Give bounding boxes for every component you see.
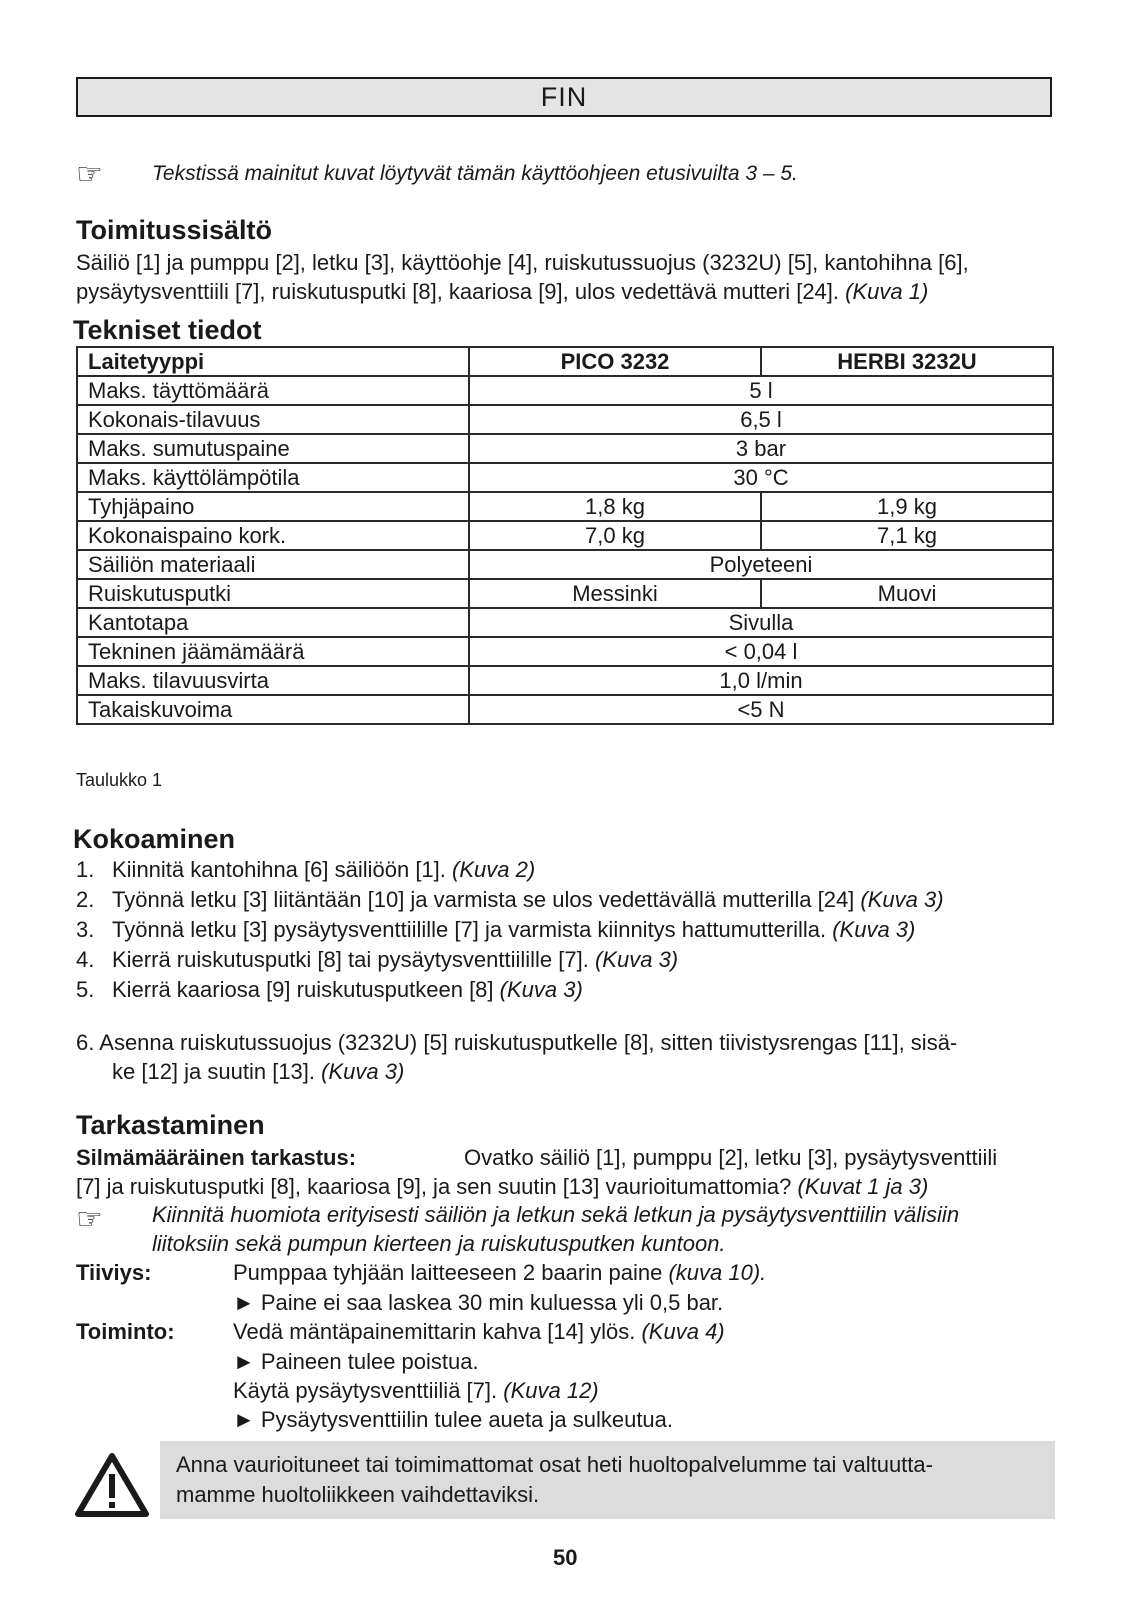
assembly-step [76,945,1066,975]
tightness-label: Tiiviys: [76,1260,152,1285]
specs-header-type: Laitetyyppi [77,347,469,376]
delivery-line-1: Säiliö [1] ja pumppu [2], letku [3], käyttöohje [4], ruiskutussuojus (3232U) [5], kantohihna [6], [76,250,969,275]
assembly-steps [76,855,1066,1005]
specs-table-body [77,347,1053,724]
function-result-1: ► Paineen tulee poistua. [233,1349,479,1374]
delivery-text [76,248,1066,306]
specs-row-label: Tekninen jäämämäärä [77,637,469,666]
specs-row-label: Kokonais-tilavuus [77,405,469,434]
specs-row [77,637,1053,666]
function-label: Toiminto: [76,1319,175,1344]
step-text: Työnnä letku [3] liitäntään [10] ja varmista se ulos vedettävällä mutterilla [24] [112,887,855,912]
step-figure-ref: (Kuva 3) [499,977,583,1002]
step-number: 1. [76,857,95,882]
tightness-result: ► Paine ei saa laskea 30 min kuluessa yli 0,5 bar. [233,1290,724,1315]
specs-row-label: Ruiskutusputki [77,579,469,608]
specs-row-label: Maks. täyttömäärä [77,376,469,405]
specs-row [77,463,1053,492]
step-figure-ref: (Kuva 3) [860,887,944,912]
function-figure-ref: (Kuva 4) [641,1319,725,1344]
specs-row-value-shared: 5 l [469,376,1053,405]
specs-row [77,550,1053,579]
assembly-step-6-cont [112,1057,404,1086]
visual-check-figure-ref: (Kuvat 1 ja 3) [797,1174,929,1199]
specs-row-label: Kokonaispaino kork. [77,521,469,550]
function-text-2-wrap [233,1376,599,1405]
visual-check-line-2 [76,1172,928,1201]
assembly-step-6 [76,1028,957,1057]
specs-row-value-shared: 1,0 l/min [469,666,1053,695]
specs-row-label: Tyhjäpaino [77,492,469,521]
specs-row-value-pico: Messinki [469,579,761,608]
function-result-2: ► Pysäytysventtiilin tulee aueta ja sulkeutua. [233,1407,674,1432]
tightness-text-wrap [233,1258,766,1287]
inspection-note-line-2: liitoksiin sekä pumpun kierteen ja ruiskutusputken kuntoon. [152,1231,726,1256]
assembly-step [76,915,1066,945]
specs-row-value-shared: 3 bar [469,434,1053,463]
step-figure-ref: (Kuva 3) [594,947,679,972]
delivery-line-2-wrap [76,277,1066,306]
inspection-note-line-1: Kiinnitä huomiota erityisesti säiliön ja letkun sekä letkun ja pysäytysventtiilin välisiin [152,1202,960,1227]
specs-row-value-shared: <5 N [469,695,1053,724]
specs-row-value-herbi: 7,1 kg [761,521,1053,550]
section-title-inspection: Tarkastaminen [76,1110,265,1140]
assembly-step [76,885,1066,915]
visual-check-text: [7] ja ruiskutusputki [8], kaariosa [9], ja sen suutin [13] vaurioitumattomia? [76,1174,792,1199]
visual-check-label: Silmämääräinen tarkastus: [76,1145,357,1170]
specs-row [77,695,1053,724]
pointing-hand-icon: ☞ [76,1203,103,1236]
step-text: ke [12] ja suutin [13]. [112,1059,316,1084]
section-title-delivery: Toimitussisältö [76,215,273,245]
step-figure-ref: (Kuva 3) [321,1059,405,1084]
specs-row-value-pico: 7,0 kg [469,521,761,550]
assembly-step [76,975,1066,1005]
function-text-2: Käytä pysäytysventtiiliä [7]. [233,1378,498,1403]
visual-check-line-1: Ovatko säiliö [1], pumppu [2], letku [3], pysäytysventtiili [464,1145,998,1170]
function-figure-ref-2: (Kuva 12) [503,1378,599,1403]
specs-row-label: Maks. käyttölämpötila [77,463,469,492]
specs-row [77,405,1053,434]
function-text: Vedä mäntäpainemittarin kahva [14] ylös. [233,1319,636,1344]
specs-row [77,376,1053,405]
page-number: 50 [553,1545,578,1570]
tightness-figure-ref: (kuva 10). [668,1260,767,1285]
specs-row-value-shared: < 0,04 l [469,637,1053,666]
specs-row-value-shared: 30 °C [469,463,1053,492]
section-title-specs: Tekniset tiedot [73,315,262,345]
section-title-assembly: Kokoaminen [73,824,236,854]
specs-row-label: Kantotapa [77,608,469,637]
specs-row-value-shared: Polyeteeni [469,550,1053,579]
delivery-figure-ref: (Kuva 1) [845,279,929,304]
warning-line-2: mamme huoltoliikkeen vaihdettaviksi. [176,1482,540,1507]
function-text-wrap [233,1317,725,1346]
table-caption: Taulukko 1 [76,770,163,790]
specs-row [77,608,1053,637]
step-number: 5. [76,977,95,1002]
warning-box [160,1441,1055,1519]
step-number: 2. [76,887,95,912]
specs-row-label: Maks. sumutuspaine [77,434,469,463]
step-figure-ref: (Kuva 3) [832,917,916,942]
specs-header-herbi: HERBI 3232U [761,347,1053,376]
assembly-step [76,855,1066,885]
specs-row-value-herbi: Muovi [761,579,1053,608]
specs-row-label: Maks. tilavuusvirta [77,666,469,695]
figures-note: Tekstissä mainitut kuvat löytyvät tämän käyttöohjeen etusivuilta 3 – 5. [152,162,798,185]
language-header [76,77,1052,117]
specs-row [77,579,1053,608]
warning-line-1: Anna vaurioituneet tai toimimattomat osat heti huoltopalvelumme tai valtuutta- [176,1452,933,1477]
specs-row-value-shared: Sivulla [469,608,1053,637]
specs-row-value-pico: 1,8 kg [469,492,761,521]
specs-row [77,666,1053,695]
tightness-text: Pumppaa tyhjään laitteeseen 2 baarin paine [233,1260,663,1285]
step-figure-ref: (Kuva 2) [452,857,536,882]
specs-row [77,521,1053,550]
visual-check-label-wrap [76,1143,356,1172]
specs-row-value-herbi: 1,9 kg [761,492,1053,521]
warning-triangle-icon [74,1452,150,1518]
specs-header-row [77,347,1053,376]
language-code: FIN [540,81,588,112]
step-number: 4. [76,947,95,972]
specs-row-value-shared: 6,5 l [469,405,1053,434]
specs-row [77,434,1053,463]
specs-table [76,346,1054,725]
step-text: Kierrä kaariosa [9] ruiskutusputkeen [8] [112,977,494,1002]
step-text: Kiinnitä kantohihna [6] säiliöön [1]. [112,857,446,882]
step-text: Kierrä ruiskutusputki [8] tai pysäytysventtiilille [7]. [112,947,589,972]
specs-row-label: Säiliön materiaali [77,550,469,579]
specs-row-label: Takaiskuvoima [77,695,469,724]
pointing-hand-icon: ☞ [76,158,103,191]
step-text: Työnnä letku [3] pysäytysventtiilille [7] ja varmista kiinnitys hattumutterilla. [112,917,827,942]
step-text: Asenna ruiskutussuojus (3232U) [5] ruiskutusputkelle [8], sitten tiivistysrengas [11], sisä- [99,1030,958,1055]
step-number: 6. [76,1030,95,1055]
delivery-line-2: pysäytysventtiili [7], ruiskutusputki [8], kaariosa [9], ulos vedettävä mutteri [24]. [76,279,840,304]
specs-header-pico: PICO 3232 [469,347,761,376]
specs-row [77,492,1053,521]
step-number: 3. [76,917,95,942]
